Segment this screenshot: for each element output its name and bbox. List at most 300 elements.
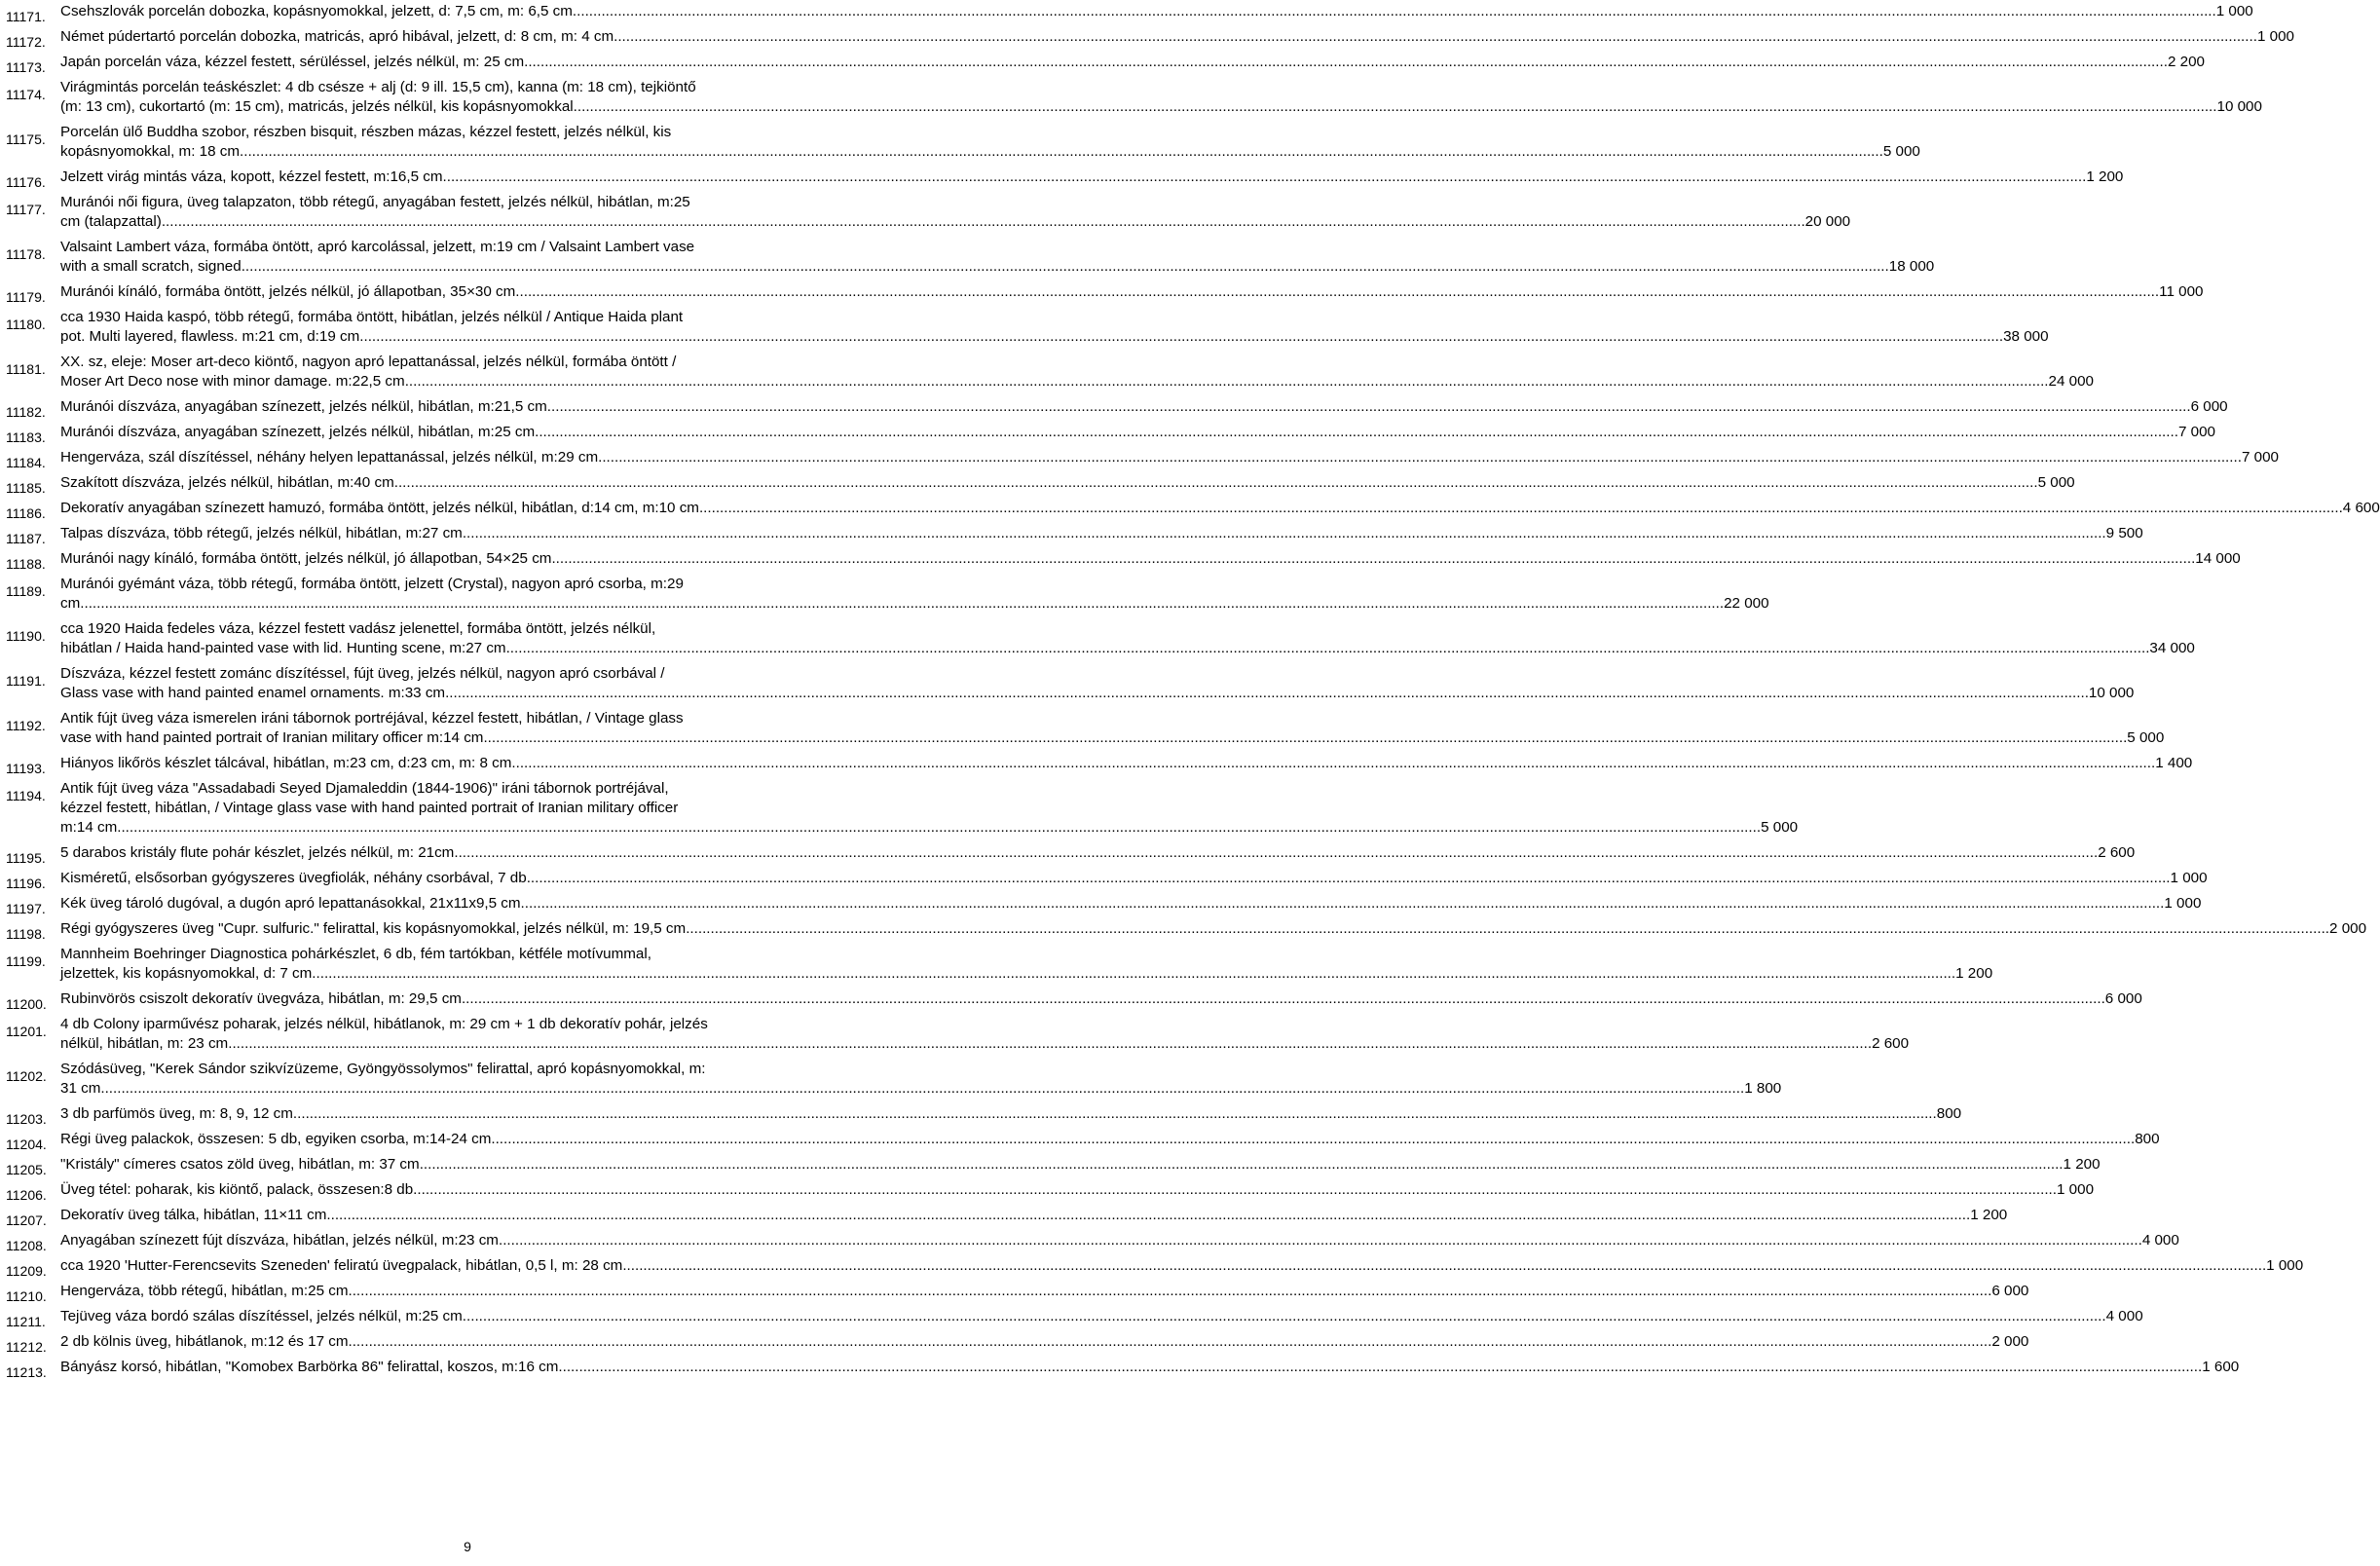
lot-price: 10 000 bbox=[2216, 98, 2262, 115]
lot-description bbox=[60, 524, 2143, 543]
lot-price: 7 000 bbox=[2177, 424, 2215, 440]
catalog-entry bbox=[6, 193, 1851, 232]
catalog-entry bbox=[6, 919, 2367, 942]
lot-price: 1 600 bbox=[2202, 1359, 2240, 1375]
description-last-line bbox=[60, 1155, 2101, 1174]
lot-number: 11186. bbox=[6, 505, 46, 521]
lot-price: 1 400 bbox=[2155, 755, 2193, 771]
lot-description bbox=[60, 1282, 2029, 1301]
description-last-line bbox=[60, 843, 2136, 863]
dot-leader: ................................................................................................................................................................................................................................................................................................................................................................................................................ bbox=[454, 844, 2099, 861]
lot-number: 11179. bbox=[6, 289, 46, 305]
lot-price: 2 000 bbox=[2329, 920, 2367, 937]
lot-description bbox=[60, 448, 2279, 467]
lot-price: 2 000 bbox=[1991, 1333, 2029, 1350]
lot-number: 11188. bbox=[6, 556, 46, 572]
description-line: Szódásüveg, "Kerek Sándor szikvízüzeme, Gyöngyössolymos" felirattal, apró kopásnyomokkal, m: bbox=[60, 1061, 706, 1077]
catalog-entry bbox=[6, 664, 2135, 703]
description-line: Talpas díszváza, több rétegű, jelzés nélkül, hibátlan, m:27 cm bbox=[60, 525, 463, 541]
lot-number: 11205. bbox=[6, 1162, 47, 1177]
description-line: cca 1920 'Hutter-Ferencsevits Szeneden' feliratú üvegpalack, hibátlan, 0,5 l, m: 28 cm bbox=[60, 1257, 623, 1274]
lot-price: 2 600 bbox=[2098, 844, 2136, 861]
description-last-line bbox=[60, 869, 2208, 888]
catalog-entry bbox=[6, 499, 2380, 521]
description-line: Muránói díszváza, anyagában színezett, jelzés nélkül, hibátlan, m:21,5 cm bbox=[60, 398, 547, 415]
catalog-entry bbox=[6, 473, 2075, 496]
description-last-line bbox=[60, 397, 2228, 417]
dot-leader: ................................................................................................................................................................................................................................................................................................................................................................................................................ bbox=[622, 1257, 2267, 1274]
lot-description bbox=[60, 397, 2228, 417]
description-line: Kisméretű, elsősorban gyógyszeres üvegfiolák, néhány csorbával, 7 db bbox=[60, 870, 527, 886]
lot-price: 1 200 bbox=[2063, 1156, 2101, 1173]
description-last-line bbox=[60, 142, 1920, 162]
dot-leader: ................................................................................................................................................................................................................................................................................................................................................................................................................ bbox=[535, 424, 2178, 440]
lot-description bbox=[60, 473, 2075, 493]
description-last-line bbox=[60, 919, 2367, 939]
catalog-entry bbox=[6, 1282, 2029, 1304]
lot-number: 11207. bbox=[6, 1212, 47, 1228]
lot-price: 1 000 bbox=[2266, 1257, 2304, 1274]
description-line: XX. sz, eleje: Moser art-deco kiöntő, nagyon apró lepattanással, jelzés nélkül, formába öntött / bbox=[60, 354, 677, 370]
lot-price: 5 000 bbox=[2127, 729, 2165, 746]
lot-description bbox=[60, 1015, 1910, 1054]
description-last-line bbox=[60, 423, 2215, 442]
catalog-entry bbox=[6, 754, 2193, 776]
description-last-line bbox=[60, 1180, 2095, 1200]
description-line: Jelzett virág mintás váza, kopott, kézzel festett, m:16,5 cm bbox=[60, 168, 443, 185]
dot-leader: ................................................................................................................................................................................................................................................................................................................................................................................................................ bbox=[573, 98, 2217, 115]
catalog-entry bbox=[6, 78, 2262, 117]
description-last-line bbox=[60, 448, 2279, 467]
lot-number: 11176. bbox=[6, 174, 46, 190]
description-last-line bbox=[60, 473, 2075, 493]
dot-leader: ................................................................................................................................................................................................................................................................................................................................................................................................................ bbox=[520, 895, 2165, 912]
catalog-entry bbox=[6, 423, 2215, 445]
catalog-entry bbox=[6, 1307, 2143, 1329]
lot-price: 2 600 bbox=[1872, 1035, 1910, 1052]
description-line: m:14 cm bbox=[60, 819, 118, 836]
description-line: Mannheim Boehringer Diagnostica pohárkészlet, 6 db, fém tartókban, kétféle motívummal, bbox=[60, 946, 651, 962]
lot-number: 11177. bbox=[6, 202, 46, 217]
dot-leader: ................................................................................................................................................................................................................................................................................................................................................................................................................ bbox=[442, 168, 2087, 185]
catalog-entry bbox=[6, 1358, 2240, 1380]
lot-description bbox=[60, 549, 2241, 569]
catalog-entry bbox=[6, 238, 1935, 277]
lot-number: 11187. bbox=[6, 531, 46, 546]
lot-description bbox=[60, 754, 2193, 773]
description-last-line bbox=[60, 499, 2380, 518]
description-line: Virágmintás porcelán teáskészlet: 4 db csésze + alj (d: 9 ill. 15,5 cm), kanna (m: 18 cm), tejkiöntő bbox=[60, 79, 696, 95]
description-line: cm (talapzattal) bbox=[60, 213, 162, 230]
description-line: Régi üveg palackok, összesen: 5 db, egyiken csorba, m:14-24 cm bbox=[60, 1131, 492, 1147]
description-line: cca 1920 Haida fedeles váza, kézzel festett vadász jelenettel, formába öntött, jelzés nélkül, bbox=[60, 620, 656, 637]
dot-leader: ................................................................................................................................................................................................................................................................................................................................................................................................................ bbox=[524, 54, 2168, 70]
description-last-line bbox=[60, 257, 1935, 277]
catalog-entry bbox=[6, 2, 2253, 24]
description-line: Dekoratív üveg tálka, hibátlan, 11×11 cm bbox=[60, 1207, 327, 1223]
lot-description bbox=[60, 308, 2049, 347]
dot-leader: ................................................................................................................................................................................................................................................................................................................................................................................................................ bbox=[461, 990, 2105, 1007]
catalog-entry bbox=[6, 1180, 2095, 1203]
description-last-line bbox=[60, 1231, 2179, 1250]
dot-leader: ................................................................................................................................................................................................................................................................................................................................................................................................................ bbox=[312, 965, 1956, 982]
lot-number: 11202. bbox=[6, 1068, 47, 1084]
lot-description bbox=[60, 1130, 2160, 1149]
lot-number: 11194. bbox=[6, 788, 46, 803]
dot-leader: ................................................................................................................................................................................................................................................................................................................................................................................................................ bbox=[483, 729, 2128, 746]
lot-number: 11201. bbox=[6, 1024, 47, 1039]
catalog-entry bbox=[6, 168, 2124, 190]
lot-price: 800 bbox=[1936, 1105, 1962, 1122]
lot-price: 1 800 bbox=[1744, 1080, 1782, 1097]
catalog-entry bbox=[6, 1015, 1910, 1054]
description-last-line bbox=[60, 1282, 2029, 1301]
lot-price: 20 000 bbox=[1804, 213, 1851, 230]
lot-number: 11183. bbox=[6, 429, 46, 445]
description-last-line bbox=[60, 1332, 2029, 1352]
lot-description bbox=[60, 779, 1799, 838]
lot-number: 11208. bbox=[6, 1238, 47, 1253]
lot-number: 11181. bbox=[6, 361, 46, 377]
dot-leader: ................................................................................................................................................................................................................................................................................................................................................................................................................ bbox=[698, 500, 2343, 516]
description-line: (m: 13 cm), cukortartó (m: 15 cm), matricás, jelzés nélkül, kis kopásnyomokkal bbox=[60, 98, 574, 115]
lot-price: 7 000 bbox=[2241, 449, 2279, 466]
lot-number: 11178. bbox=[6, 246, 46, 262]
catalog-entry bbox=[6, 945, 1993, 984]
catalog-entry bbox=[6, 27, 2294, 50]
lot-number: 11193. bbox=[6, 761, 46, 776]
dot-leader: ................................................................................................................................................................................................................................................................................................................................................................................................................ bbox=[393, 474, 2038, 491]
description-line: 5 darabos kristály flute pohár készlet, jelzés nélkül, m: 21cm bbox=[60, 844, 455, 861]
lot-description bbox=[60, 1180, 2095, 1200]
description-last-line bbox=[60, 1130, 2160, 1149]
description-last-line bbox=[60, 754, 2193, 773]
lot-description bbox=[60, 168, 2124, 187]
lot-price: 5 000 bbox=[2037, 474, 2075, 491]
description-last-line bbox=[60, 524, 2143, 543]
catalog-entry bbox=[6, 779, 1799, 838]
description-line: cca 1930 Haida kaspó, több rétegű, formába öntött, hibátlan, jelzés nélkül / Antique Haida plant bbox=[60, 309, 684, 325]
description-last-line bbox=[60, 168, 2124, 187]
description-last-line bbox=[60, 594, 1769, 614]
description-last-line bbox=[60, 327, 2049, 347]
description-line: 4 db Colony iparművész poharak, jelzés nélkül, hibátlanok, m: 29 cm + 1 db dekoratív pohár, jelzés bbox=[60, 1016, 708, 1032]
dot-leader: ................................................................................................................................................................................................................................................................................................................................................................................................................ bbox=[244, 258, 1889, 275]
catalog-entry bbox=[6, 549, 2241, 572]
description-line: Tejüveg váza bordó szálas díszítéssel, jelzés nélkül, m:25 cm bbox=[60, 1308, 463, 1324]
catalog-entry bbox=[6, 575, 1769, 614]
dot-leader: ................................................................................................................................................................................................................................................................................................................................................................................................................ bbox=[614, 28, 2257, 45]
catalog-entry bbox=[6, 1060, 1782, 1099]
lot-price: 2 200 bbox=[2167, 54, 2205, 70]
description-line: Glass vase with hand painted enamel ornaments. m:33 cm bbox=[60, 685, 446, 701]
lot-description bbox=[60, 919, 2367, 939]
description-line: "Kristály" címeres csatos zöld üveg, hibátlan, m: 37 cm bbox=[60, 1156, 420, 1173]
lot-number: 11211. bbox=[6, 1314, 46, 1329]
catalog-entry bbox=[6, 1104, 1962, 1127]
catalog-entry bbox=[6, 1332, 2029, 1355]
lot-number: 11171. bbox=[6, 9, 46, 24]
description-line: Antik fújt üveg váza "Assadabadi Seyed Djamaleddin (1844-1906)" iráni tábornok portréjával, bbox=[60, 780, 669, 797]
lot-description bbox=[60, 1358, 2240, 1377]
description-last-line bbox=[60, 989, 2142, 1009]
lot-description bbox=[60, 575, 1769, 614]
catalog-entry bbox=[6, 1256, 2304, 1279]
lot-number: 11172. bbox=[6, 34, 46, 50]
lot-number: 11192. bbox=[6, 718, 46, 733]
page-number: 9 bbox=[464, 1539, 471, 1554]
lot-description bbox=[60, 2, 2253, 21]
lot-price: 24 000 bbox=[2048, 373, 2094, 390]
dot-leader: ................................................................................................................................................................................................................................................................................................................................................................................................................ bbox=[240, 143, 1883, 160]
lot-price: 6 000 bbox=[1991, 1283, 2029, 1299]
description-line: Díszváza, kézzel festett zománc díszítéssel, fújt üveg, jelzés nélkül, nagyon apró csorbával / bbox=[60, 665, 665, 682]
lot-price: 6 000 bbox=[2190, 398, 2228, 415]
description-last-line bbox=[60, 549, 2241, 569]
description-last-line bbox=[60, 964, 1993, 984]
description-last-line bbox=[60, 1034, 1910, 1054]
dot-leader: ................................................................................................................................................................................................................................................................................................................................................................................................................ bbox=[161, 213, 1805, 230]
lot-description bbox=[60, 945, 1993, 984]
lot-description bbox=[60, 78, 2262, 117]
dot-leader: ................................................................................................................................................................................................................................................................................................................................................................................................................ bbox=[419, 1156, 2064, 1173]
description-last-line bbox=[60, 1104, 1962, 1124]
description-last-line bbox=[60, 728, 2165, 748]
lot-description bbox=[60, 894, 2202, 914]
lot-price: 4 000 bbox=[2141, 1232, 2179, 1249]
dot-leader: ................................................................................................................................................................................................................................................................................................................................................................................................................ bbox=[511, 755, 2156, 771]
description-line: cm bbox=[60, 595, 81, 612]
description-last-line bbox=[60, 372, 2094, 392]
lot-description bbox=[60, 1256, 2304, 1276]
description-line: Régi gyógyszeres üveg "Cupr. sulfuric." felirattal, kis kopásnyomokkal, jelzés nélkül, m: 19,5 cm bbox=[60, 920, 687, 937]
lot-description bbox=[60, 1307, 2143, 1326]
catalog-entry bbox=[6, 524, 2143, 546]
description-line: kézzel festett, hibátlan, / Vintage glass vase with hand painted portrait of Iranian military officer bbox=[60, 800, 679, 816]
lot-price: 1 000 bbox=[2164, 895, 2202, 912]
dot-leader: ................................................................................................................................................................................................................................................................................................................................................................................................................ bbox=[462, 1308, 2106, 1324]
lot-price: 11 000 bbox=[2159, 283, 2204, 300]
lot-number: 11195. bbox=[6, 850, 46, 866]
dot-leader: ................................................................................................................................................................................................................................................................................................................................................................................................................ bbox=[228, 1035, 1873, 1052]
description-last-line bbox=[60, 894, 2202, 914]
description-last-line bbox=[60, 1079, 1782, 1099]
catalog-entry bbox=[6, 1231, 2179, 1253]
lot-number: 11197. bbox=[6, 901, 46, 916]
catalog-entry bbox=[6, 123, 1920, 162]
dot-leader: ................................................................................................................................................................................................................................................................................................................................................................................................................ bbox=[572, 3, 2216, 19]
dot-leader: ................................................................................................................................................................................................................................................................................................................................................................................................................ bbox=[117, 819, 1762, 836]
lot-number: 11212. bbox=[6, 1339, 47, 1355]
lot-price: 9 500 bbox=[2105, 525, 2143, 541]
description-last-line bbox=[60, 2, 2253, 21]
description-last-line bbox=[60, 818, 1799, 838]
description-line: vase with hand painted portrait of Iranian military officer m:14 cm bbox=[60, 729, 484, 746]
lot-number: 11206. bbox=[6, 1187, 47, 1203]
lot-description bbox=[60, 1104, 1962, 1124]
description-last-line bbox=[60, 212, 1851, 232]
lot-description bbox=[60, 238, 1935, 277]
lot-number: 11198. bbox=[6, 926, 46, 942]
description-line: Muránói díszváza, anyagában színezett, jelzés nélkül, hibátlan, m:25 cm bbox=[60, 424, 536, 440]
description-line: hibátlan / Haida hand-painted vase with lid. Hunting scene, m:27 cm bbox=[60, 640, 506, 656]
lot-number: 11175. bbox=[6, 131, 46, 147]
lot-number: 11204. bbox=[6, 1137, 47, 1152]
lot-description bbox=[60, 1155, 2101, 1174]
lot-description bbox=[60, 27, 2294, 47]
lot-price: 1 000 bbox=[2215, 3, 2253, 19]
lot-price: 5 000 bbox=[1761, 819, 1799, 836]
dot-leader: ................................................................................................................................................................................................................................................................................................................................................................................................................ bbox=[546, 398, 2191, 415]
lot-price: 6 000 bbox=[2104, 990, 2142, 1007]
catalog-entry bbox=[6, 353, 2094, 392]
lot-price: 4 000 bbox=[2105, 1308, 2143, 1324]
catalog-entry bbox=[6, 989, 2142, 1012]
lot-number: 11182. bbox=[6, 404, 46, 420]
lot-number: 11210. bbox=[6, 1288, 47, 1304]
lot-description bbox=[60, 53, 2205, 72]
catalog-entry bbox=[6, 282, 2204, 305]
lot-number: 11191. bbox=[6, 673, 46, 689]
lot-number: 11184. bbox=[6, 455, 46, 470]
lot-number: 11180. bbox=[6, 317, 46, 332]
description-line: 31 cm bbox=[60, 1080, 101, 1097]
lot-number: 11213. bbox=[6, 1364, 47, 1380]
description-line: Muránói gyémánt váza, több rétegű, formába öntött, jelzett (Crystal), nagyon apró csorba, m:29 bbox=[60, 576, 684, 592]
description-line: Szakított díszváza, jelzés nélkül, hibátlan, m:40 cm bbox=[60, 474, 394, 491]
description-line: Porcelán ülő Buddha szobor, részben bisquit, részben mázas, kézzel festett, jelzés nélkül, kis bbox=[60, 124, 672, 140]
description-line: 3 db parfümös üveg, m: 8, 9, 12 cm bbox=[60, 1105, 293, 1122]
lot-number: 11190. bbox=[6, 628, 46, 644]
dot-leader: ................................................................................................................................................................................................................................................................................................................................................................................................................ bbox=[505, 640, 2150, 656]
lot-price: 1 200 bbox=[1955, 965, 1993, 982]
dot-leader: ................................................................................................................................................................................................................................................................................................................................................................................................................ bbox=[404, 373, 2049, 390]
lot-price: 1 200 bbox=[2086, 168, 2124, 185]
lot-description bbox=[60, 1206, 2008, 1225]
dot-leader: ................................................................................................................................................................................................................................................................................................................................................................................................................ bbox=[498, 1232, 2142, 1249]
dot-leader: ................................................................................................................................................................................................................................................................................................................................................................................................................ bbox=[292, 1105, 1937, 1122]
description-line: Muránói kínáló, formába öntött, jelzés nélkül, jó állapotban, 35×30 cm bbox=[60, 283, 516, 300]
lot-number: 11173. bbox=[6, 59, 46, 75]
description-line: jelzettek, kis kopásnyomokkal, d: 7 cm bbox=[60, 965, 313, 982]
description-line: Hengerváza, szál díszítéssel, néhány helyen lepattanással, jelzés nélkül, m:29 cm bbox=[60, 449, 599, 466]
lot-description bbox=[60, 619, 2195, 658]
dot-leader: ................................................................................................................................................................................................................................................................................................................................................................................................................ bbox=[445, 685, 2089, 701]
description-line: with a small scratch, signed. bbox=[60, 258, 245, 275]
lot-price: 1 000 bbox=[2170, 870, 2208, 886]
lot-description bbox=[60, 1231, 2179, 1250]
lot-description bbox=[60, 123, 1920, 162]
lot-price: 38 000 bbox=[2003, 328, 2049, 345]
description-line: Német púdertartó porcelán dobozka, matricás, apró hibával, jelzett, d: 8 cm, m: 4 cm bbox=[60, 28, 614, 45]
description-line: Antik fújt üveg váza ismerelen iráni tábornok portréjával, kézzel festett, hibátlan, / Vintage glass bbox=[60, 710, 684, 727]
dot-leader: ................................................................................................................................................................................................................................................................................................................................................................................................................ bbox=[491, 1131, 2136, 1147]
description-line: Japán porcelán váza, kézzel festett, sérüléssel, jelzés nélkül, m: 25 cm bbox=[60, 54, 525, 70]
lot-number: 11200. bbox=[6, 996, 47, 1012]
description-last-line bbox=[60, 684, 2135, 703]
catalog-entry bbox=[6, 53, 2205, 75]
dot-leader: ................................................................................................................................................................................................................................................................................................................................................................................................................ bbox=[558, 1359, 2203, 1375]
dot-leader: ................................................................................................................................................................................................................................................................................................................................................................................................................ bbox=[100, 1080, 1745, 1097]
catalog-entry bbox=[6, 448, 2279, 470]
dot-leader: ................................................................................................................................................................................................................................................................................................................................................................................................................ bbox=[348, 1333, 1992, 1350]
dot-leader: ................................................................................................................................................................................................................................................................................................................................................................................................................ bbox=[526, 870, 2171, 886]
dot-leader: ................................................................................................................................................................................................................................................................................................................................................................................................................ bbox=[598, 449, 2242, 466]
description-line: nélkül, hibátlan, m: 23 cm bbox=[60, 1035, 229, 1052]
dot-leader: ................................................................................................................................................................................................................................................................................................................................................................................................................ bbox=[326, 1207, 1971, 1223]
description-line: Valsaint Lambert váza, formába öntött, apró karcolással, jelzett, m:19 cm / Valsaint Lambert vase bbox=[60, 239, 695, 255]
description-line: Kék üveg tároló dugóval, a dugón apró lepattanásokkal, 21x11x9,5 cm bbox=[60, 895, 521, 912]
lot-description bbox=[60, 843, 2136, 863]
description-last-line bbox=[60, 1307, 2143, 1326]
lot-number: 11209. bbox=[6, 1263, 47, 1279]
description-line: 2 db kölnis üveg, hibátlanok, m:12 és 17 cm bbox=[60, 1333, 349, 1350]
catalog-entry bbox=[6, 709, 2165, 748]
description-line: Bányász korsó, hibátlan, "Komobex Barbörka 86" felirattal, koszos, m:16 cm bbox=[60, 1359, 559, 1375]
lot-description bbox=[60, 709, 2165, 748]
dot-leader: ................................................................................................................................................................................................................................................................................................................................................................................................................ bbox=[348, 1283, 1992, 1299]
lot-description bbox=[60, 499, 2380, 518]
description-last-line bbox=[60, 1358, 2240, 1377]
description-line: pot. Multi layered, flawless. m:21 cm, d:19 cm bbox=[60, 328, 360, 345]
lot-description bbox=[60, 423, 2215, 442]
catalog-entry bbox=[6, 1206, 2008, 1228]
lot-description bbox=[60, 282, 2204, 302]
lot-number: 11199. bbox=[6, 953, 46, 969]
description-last-line bbox=[60, 282, 2204, 302]
description-line: Hengerváza, több rétegű, hibátlan, m:25 cm bbox=[60, 1283, 349, 1299]
lot-price: 1 000 bbox=[2256, 28, 2294, 45]
lot-description bbox=[60, 1060, 1782, 1099]
dot-leader: ................................................................................................................................................................................................................................................................................................................................................................................................................ bbox=[515, 283, 2160, 300]
description-last-line bbox=[60, 27, 2294, 47]
description-last-line bbox=[60, 53, 2205, 72]
description-line: Csehszlovák porcelán dobozka, kopásnyomokkal, jelzett, d: 7,5 cm, m: 6,5 cm bbox=[60, 3, 573, 19]
lot-number: 11203. bbox=[6, 1111, 47, 1127]
description-last-line bbox=[60, 639, 2195, 658]
lot-number: 11189. bbox=[6, 583, 46, 599]
catalog-entry bbox=[6, 397, 2228, 420]
lot-price: 18 000 bbox=[1888, 258, 1935, 275]
dot-leader: ................................................................................................................................................................................................................................................................................................................................................................................................................ bbox=[551, 550, 2196, 567]
lot-price: 1 200 bbox=[1970, 1207, 2008, 1223]
lot-price: 4 600 bbox=[2342, 500, 2380, 516]
lot-price: 22 000 bbox=[1724, 595, 1769, 612]
dot-leader: ................................................................................................................................................................................................................................................................................................................................................................................................................ bbox=[413, 1181, 2058, 1198]
catalog-entry bbox=[6, 619, 2195, 658]
catalog-entry bbox=[6, 1130, 2160, 1152]
catalog-entry bbox=[6, 843, 2136, 866]
catalog-entry bbox=[6, 869, 2208, 891]
lot-description bbox=[60, 869, 2208, 888]
description-line: Rubinvörös csiszolt dekoratív üvegváza, hibátlan, m: 29,5 cm bbox=[60, 990, 462, 1007]
lot-description bbox=[60, 664, 2135, 703]
catalog-entry bbox=[6, 1155, 2101, 1177]
lot-price: 1 000 bbox=[2057, 1181, 2095, 1198]
description-line: Anyagában színezett fújt díszváza, hibátlan, jelzés nélkül, m:23 cm bbox=[60, 1232, 499, 1249]
description-line: Muránói női figura, üveg talapzaton, több rétegű, anyagában festett, jelzés nélkül, hibátlan, m:25 bbox=[60, 194, 690, 210]
lot-number: 11174. bbox=[6, 87, 46, 102]
catalog-entry bbox=[6, 894, 2202, 916]
description-last-line bbox=[60, 1256, 2304, 1276]
lot-price: 10 000 bbox=[2088, 685, 2135, 701]
lot-description bbox=[60, 1332, 2029, 1352]
description-line: Muránói nagy kínáló, formába öntött, jelzés nélkül, jó állapotban, 54×25 cm bbox=[60, 550, 552, 567]
dot-leader: ................................................................................................................................................................................................................................................................................................................................................................................................................ bbox=[462, 525, 2106, 541]
description-line: kopásnyomokkal, m: 18 cm bbox=[60, 143, 241, 160]
description-last-line bbox=[60, 1206, 2008, 1225]
description-line: Üveg tétel: poharak, kis kiöntő, palack, összesen:8 db bbox=[60, 1181, 414, 1198]
